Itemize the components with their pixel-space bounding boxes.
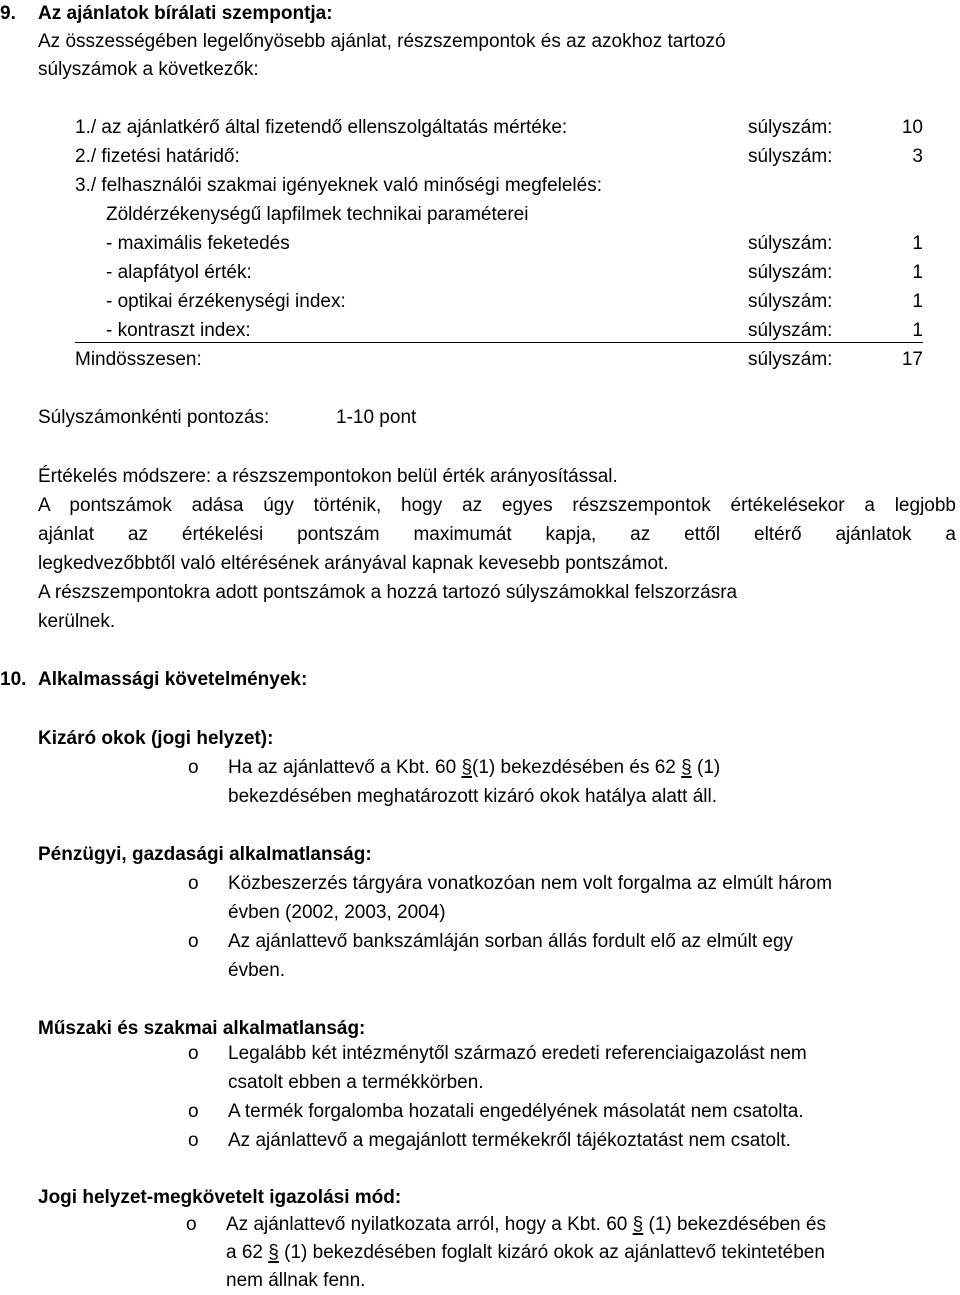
exclusion-item-1-text-c: (1) — [691, 757, 721, 778]
method-line-6: kerülnek. — [38, 611, 116, 632]
financial-heading: Pénzügyi, gazdasági alkalmatlanság: — [38, 844, 372, 865]
financial-item-2-line-1: Az ajánlattevő bankszámláján sorban állás fordult elő az elmúlt egy — [228, 931, 794, 952]
technical-item-2-line-1: A termék forgalomba hozatali engedélyének másolatát nem csatolta. — [228, 1101, 804, 1122]
subcriterion-1-label: - maximális feketedés — [106, 233, 290, 254]
financial-item-1-line-1: Közbeszerzés tárgyára vonatkozóan nem volt forgalma az elmúlt három — [228, 873, 833, 894]
criterion-1-weight-value: 10 — [901, 117, 923, 138]
financial-bullet-1: o — [188, 873, 199, 894]
criterion-3-label: 3./ felhasználói szakmai igényeknek való minőségi megfelelés: — [75, 175, 602, 196]
criterion-1-label: 1./ az ajánlatkérő által fizetendő ellenszolgáltatás mértéke: — [75, 117, 568, 138]
subcriterion-2-weight-value: 1 — [912, 262, 923, 283]
total-weight-label: súlyszám: — [748, 349, 833, 370]
financial-item-1-line-2: évben (2002, 2003, 2004) — [228, 902, 446, 923]
financial-item-2-line-2: évben. — [228, 960, 286, 981]
legal-section-sign-62: § — [268, 1242, 279, 1263]
criterion-2-weight-value: 3 — [912, 146, 923, 167]
method-line-2: A pontszámok adása úgy történik, hogy az egyes részszempontok értékelésekor a legjobb — [38, 495, 956, 516]
exclusion-item-1-line-1 — [228, 754, 720, 782]
subcriterion-3-weight-value: 1 — [912, 291, 923, 312]
subcriterion-4-weight-label: súlyszám: — [748, 320, 833, 341]
total-weight-value: 17 — [901, 349, 923, 370]
section-10-number: 10. — [0, 669, 27, 690]
exclusion-item-1-text-a: Ha az ajánlattevő a Kbt. 60 — [228, 757, 462, 778]
section-9-intro-line2: súlyszámok a következők: — [38, 59, 259, 80]
method-line-3: ajánlat az értékelési pontszám maximumát kapja, az ettől eltérő ajánlatok a — [38, 524, 956, 545]
subcriterion-1-weight-value: 1 — [912, 233, 923, 254]
subcriterion-3-label: - optikai érzékenységi index: — [106, 291, 346, 312]
criterion-1-weight-label: súlyszám: — [748, 117, 833, 138]
scoring-label: Súlyszámonkénti pontozás: — [38, 407, 270, 428]
legal-item-1-line-2-a: a 62 — [226, 1242, 269, 1263]
technical-bullet-1: o — [188, 1043, 199, 1064]
subcriterion-2-weight-label: súlyszám: — [748, 262, 833, 283]
technical-bullet-3: o — [188, 1130, 199, 1151]
total-divider-line — [75, 342, 923, 343]
method-line-4: legkedvezőbbtől való eltérésének arányával kapnak kevesebb pontszámot. — [38, 553, 669, 574]
section-sign-62: § — [681, 757, 692, 778]
criterion-2-weight-label: súlyszám: — [748, 146, 833, 167]
section-10-title: Alkalmassági követelmények: — [38, 669, 308, 690]
legal-item-1-line-1 — [226, 1211, 826, 1239]
subcriterion-2-label: - alapfátyol érték: — [106, 262, 252, 283]
method-line-5: A részszempontokra adott pontszámok a hozzá tartozó súlyszámokkal felszorzásra — [38, 582, 738, 603]
criterion-2-label: 2./ fizetési határidő: — [75, 146, 240, 167]
legal-bullet-1: o — [186, 1214, 197, 1235]
technical-bullet-2: o — [188, 1101, 199, 1122]
exclusion-bullet-1: o — [188, 757, 199, 778]
method-line-1: Értékelés módszere: a részszempontokon belül érték arányosítással. — [38, 466, 618, 487]
legal-item-1-line-3: nem állnak fenn. — [226, 1270, 366, 1291]
legal-section-sign-60: § — [632, 1214, 644, 1235]
subcriterion-1-weight-label: súlyszám: — [748, 233, 833, 254]
legal-heading: Jogi helyzet-megkövetelt igazolási mód: — [38, 1187, 402, 1208]
subcriterion-4-label: - kontraszt index: — [106, 320, 251, 341]
legal-item-1-text-b: (1) bekezdésében és — [643, 1214, 826, 1235]
section-sign-60: § — [461, 757, 473, 778]
section-9-title: Az ajánlatok bírálati szempontja: — [38, 3, 333, 24]
exclusion-item-1-text-b: (1) bekezdésében és 62 — [472, 757, 682, 778]
subcriterion-3-weight-label: súlyszám: — [748, 291, 833, 312]
technical-item-1-line-1: Legalább két intézménytől származó eredeti referenciaigazolást nem — [228, 1043, 807, 1064]
technical-item-1-line-2: csatolt ebben a termékkörben. — [228, 1072, 484, 1093]
exclusion-item-1-line-2: bekezdésében meghatározott kizáró okok hatálya alatt áll. — [228, 786, 718, 807]
legal-item-1-line-2 — [226, 1239, 825, 1267]
total-label: Mindösszesen: — [75, 349, 202, 370]
exclusion-heading: Kizáró okok (jogi helyzet): — [38, 728, 274, 749]
scoring-value: 1-10 pont — [336, 407, 417, 428]
subcriterion-4-weight-value: 1 — [912, 320, 923, 341]
criterion-3-subtitle: Zöldérzékenységű lapfilmek technikai paraméterei — [106, 204, 529, 225]
technical-item-3-line-1: Az ajánlattevő a megajánlott termékekről tájékoztatást nem csatolt. — [228, 1130, 791, 1151]
legal-item-1-text-a: Az ajánlattevő nyilatkozata arról, hogy a Kbt. 60 — [226, 1214, 633, 1235]
technical-heading: Műszaki és szakmai alkalmatlanság: — [38, 1018, 366, 1039]
financial-bullet-2: o — [188, 931, 199, 952]
legal-item-1-line-2-b: (1) bekezdésében foglalt kizáró okok az ajánlattevő tekintetében — [278, 1242, 825, 1263]
section-9-intro-line1: Az összességében legelőnyösebb ajánlat, részszempontok és az azokhoz tartozó — [38, 31, 726, 52]
section-9-number: 9. — [0, 3, 16, 24]
